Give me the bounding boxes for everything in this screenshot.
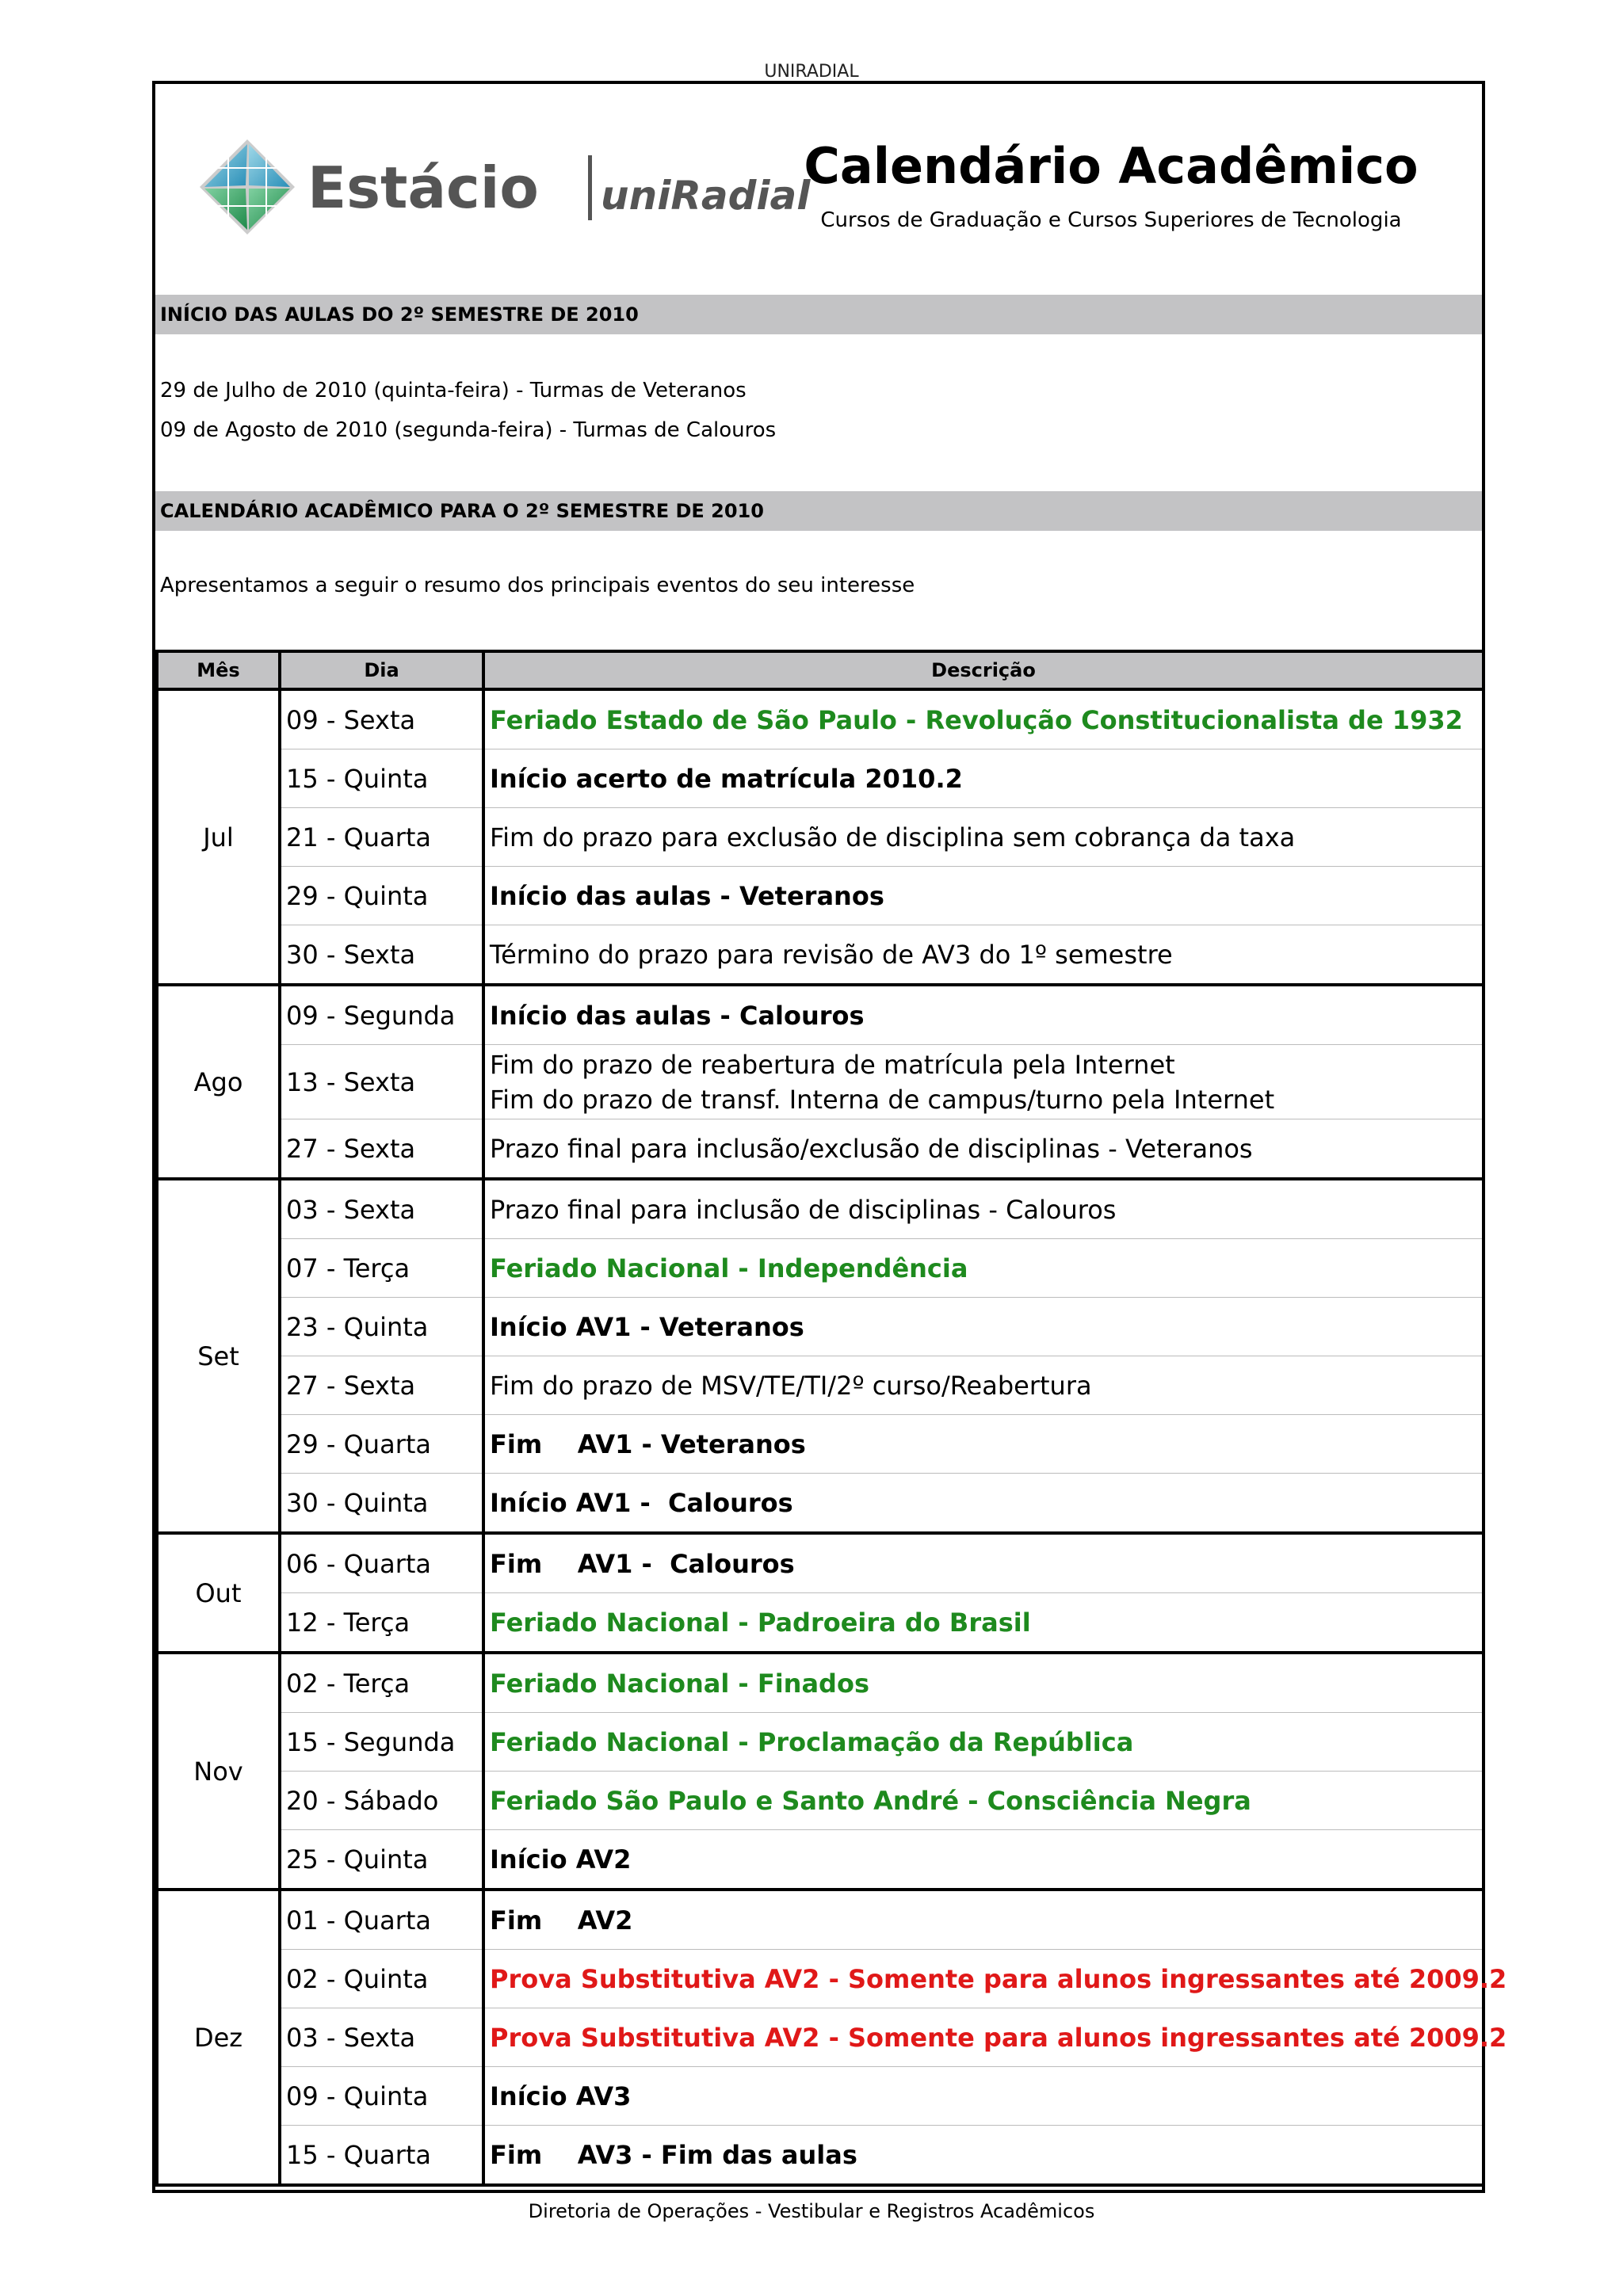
page-header-text: UNIRADIAL — [764, 62, 859, 82]
month-cell: Jul — [157, 689, 280, 985]
section-inicio-heading: INÍCIO DAS AULAS DO 2º SEMESTRE DE 2010 — [155, 295, 1482, 334]
table-row — [157, 1950, 1484, 2008]
estacio-uniradial-logo — [197, 136, 811, 239]
table-row — [157, 1653, 1484, 1713]
day-cell: 30 - Quinta — [280, 1474, 483, 1534]
day-cell: 27 - Sexta — [280, 1356, 483, 1415]
description-cell: Feriado São Paulo e Santo André - Consciência Negra — [483, 1772, 1484, 1830]
page-footer: Diretoria de Operações - Vestibular e Registros Acadêmicos — [528, 2200, 1095, 2222]
description-cell: Fim AV2 — [483, 1890, 1484, 1950]
day-cell: 12 - Terça — [280, 1593, 483, 1653]
table-row — [157, 925, 1484, 986]
description-cell: Fim AV3 - Fim das aulas — [483, 2126, 1484, 2186]
day-cell: 15 - Quinta — [280, 749, 483, 808]
description-cell: Término do prazo para revisão de AV3 do 1º semestre — [483, 925, 1484, 986]
day-cell: 13 - Sexta — [280, 1045, 483, 1119]
col-header-descricao: Descrição — [483, 651, 1484, 689]
month-cell: Ago — [157, 985, 280, 1179]
description-cell: Início acerto de matrícula 2010.2 — [483, 749, 1484, 808]
day-cell: 02 - Quinta — [280, 1950, 483, 2008]
table-row — [157, 1713, 1484, 1772]
description-cell: Início AV2 — [483, 1830, 1484, 1890]
col-header-dia: Dia — [280, 651, 483, 689]
table-row — [157, 1239, 1484, 1298]
table-row — [157, 1356, 1484, 1415]
day-cell: 27 - Sexta — [280, 1119, 483, 1180]
month-cell: Set — [157, 1179, 280, 1533]
inicio-line-calouros: 09 de Agosto de 2010 (segunda-feira) - Turmas de Calouros — [160, 418, 777, 442]
inicio-line-veteranos: 29 de Julho de 2010 (quinta-feira) - Turmas de Veteranos — [160, 379, 747, 402]
calendar-frame — [152, 81, 1507, 2193]
description-cell: Feriado Nacional - Independência — [483, 1239, 1484, 1298]
description-cell: Fim do prazo de MSV/TE/TI/2º curso/Reabertura — [483, 1356, 1484, 1415]
description-cell: Prazo final para inclusão/exclusão de disciplinas - Veteranos — [483, 1119, 1484, 1180]
table-row — [157, 1593, 1484, 1653]
uniradial-wordmark: uniRadial — [601, 173, 811, 219]
description-cell: Feriado Nacional - Finados — [483, 1653, 1484, 1713]
table-row — [157, 1533, 1484, 1593]
description-line: Fim do prazo de transf. Interna de campus/turno pela Internet — [490, 1084, 1275, 1115]
day-cell: 01 - Quarta — [280, 1890, 483, 1950]
table-row — [157, 2008, 1484, 2067]
description-cell: Início AV3 — [483, 2067, 1484, 2126]
table-row — [157, 808, 1484, 867]
estacio-wordmark: Estácio — [307, 154, 539, 221]
day-cell: 07 - Terça — [280, 1239, 483, 1298]
table-row — [157, 1119, 1484, 1180]
day-cell: 15 - Segunda — [280, 1713, 483, 1772]
day-cell: 09 - Sexta — [280, 689, 483, 749]
day-cell: 02 - Terça — [280, 1653, 483, 1713]
day-cell: 23 - Quinta — [280, 1298, 483, 1356]
table-row — [157, 1830, 1484, 1890]
description-cell: Início das aulas - Veteranos — [483, 867, 1484, 925]
table-row — [157, 1890, 1484, 1950]
description-cell: Fim AV1 - Calouros — [483, 1533, 1484, 1593]
description-line: Fim do prazo de reabertura de matrícula pela Internet — [490, 1049, 1175, 1080]
day-cell: 20 - Sábado — [280, 1772, 483, 1830]
description-cell: Feriado Estado de São Paulo - Revolução Constitucionalista de 1932 — [483, 689, 1484, 749]
day-cell: 21 - Quarta — [280, 808, 483, 867]
table-row — [157, 985, 1484, 1045]
description-cell — [483, 1045, 1484, 1119]
table-row — [157, 867, 1484, 925]
description-cell: Prova Substitutiva AV2 - Somente para alunos ingressantes até 2009.2 — [483, 2008, 1484, 2067]
calendario-intro: Apresentamos a seguir o resumo dos principais eventos do seu interesse — [160, 574, 915, 597]
table-row — [157, 2067, 1484, 2126]
table-row — [157, 1045, 1484, 1119]
month-cell: Out — [157, 1533, 280, 1653]
description-cell: Fim do prazo para exclusão de disciplina sem cobrança da taxa — [483, 808, 1484, 867]
table-row — [157, 1298, 1484, 1356]
table-row — [157, 689, 1484, 749]
page-subtitle: Cursos de Graduação e Cursos Superiores de Tecnologia — [820, 208, 1402, 232]
description-cell: Início das aulas - Calouros — [483, 985, 1484, 1045]
day-cell: 29 - Quinta — [280, 867, 483, 925]
description-cell: Prazo final para inclusão de disciplinas - Calouros — [483, 1179, 1484, 1239]
day-cell: 30 - Sexta — [280, 925, 483, 986]
globe-icon — [200, 139, 295, 235]
day-cell: 15 - Quarta — [280, 2126, 483, 2186]
month-cell: Nov — [157, 1653, 280, 1890]
day-cell: 29 - Quarta — [280, 1415, 483, 1474]
table-header-row — [157, 651, 1484, 689]
description-cell: Início AV1 - Calouros — [483, 1474, 1484, 1534]
day-cell: 09 - Segunda — [280, 985, 483, 1045]
table-row — [157, 2126, 1484, 2186]
calendar-table — [155, 650, 1507, 2187]
table-row — [157, 1474, 1484, 1534]
day-cell: 03 - Sexta — [280, 1179, 483, 1239]
table-row — [157, 1415, 1484, 1474]
month-cell: Dez — [157, 1890, 280, 2185]
day-cell: 06 - Quarta — [280, 1533, 483, 1593]
page-title: Calendário Acadêmico — [804, 137, 1419, 195]
day-cell: 09 - Quinta — [280, 2067, 483, 2126]
description-cell: Início AV1 - Veteranos — [483, 1298, 1484, 1356]
table-row — [157, 1179, 1484, 1239]
section-calendario-heading: CALENDÁRIO ACADÊMICO PARA O 2º SEMESTRE DE 2010 — [155, 491, 1482, 531]
table-row — [157, 749, 1484, 808]
col-header-mes: Mês — [157, 651, 280, 689]
description-cell: Prova Substitutiva AV2 - Somente para alunos ingressantes até 2009.2 — [483, 1950, 1484, 2008]
description-cell: Feriado Nacional - Proclamação da República — [483, 1713, 1484, 1772]
day-cell: 25 - Quinta — [280, 1830, 483, 1890]
table-row — [157, 1772, 1484, 1830]
description-cell: Fim AV1 - Veteranos — [483, 1415, 1484, 1474]
day-cell: 03 - Sexta — [280, 2008, 483, 2067]
description-cell: Feriado Nacional - Padroeira do Brasil — [483, 1593, 1484, 1653]
